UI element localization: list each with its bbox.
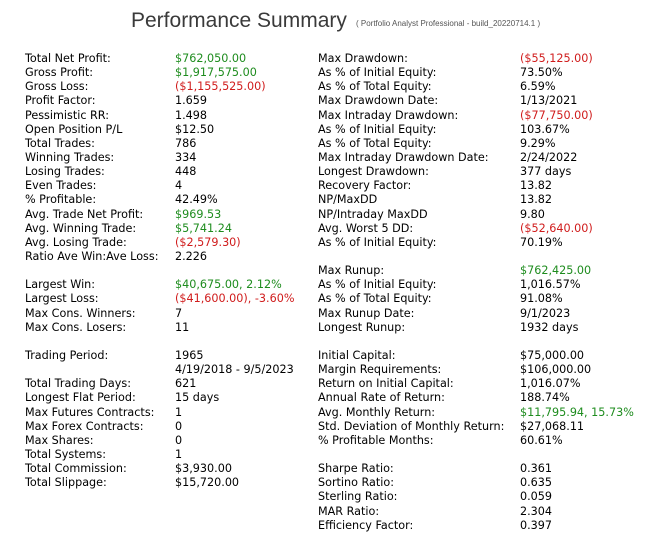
stat-row-pct-profitable-months bbox=[318, 434, 638, 448]
stat-row-gross-loss bbox=[25, 80, 315, 94]
stat-label: As % of Initial Equity: bbox=[318, 122, 437, 136]
stat-label: Std. Deviation of Monthly Return: bbox=[318, 419, 505, 433]
stat-label: Initial Capital: bbox=[318, 348, 396, 362]
stat-row-as-pct-of-total-equity bbox=[318, 80, 638, 94]
spacer-row bbox=[318, 335, 638, 349]
stat-value: ($1,155,525.00) bbox=[175, 80, 266, 94]
stat-value: $12.50 bbox=[175, 122, 215, 136]
page-title: Performance Summary bbox=[131, 9, 347, 32]
stat-value: 448 bbox=[175, 165, 197, 179]
stat-value: 1965 bbox=[175, 348, 204, 362]
stat-value: 70.19% bbox=[520, 235, 563, 249]
stat-value: 103.67% bbox=[520, 122, 570, 136]
stat-value: $40,675.00, 2.12% bbox=[175, 278, 282, 292]
stat-label: Margin Requirements: bbox=[318, 363, 442, 377]
stat-row-max-drawdown bbox=[318, 52, 638, 66]
stat-label: Winning Trades: bbox=[25, 150, 115, 164]
stat-value: 2.304 bbox=[520, 504, 553, 518]
stat-label: As % of Initial Equity: bbox=[318, 278, 437, 292]
stat-label: Losing Trades: bbox=[25, 165, 105, 179]
spacer-row bbox=[25, 264, 315, 278]
stat-label: Pessimistic RR: bbox=[25, 108, 110, 122]
stat-label: Total Commission: bbox=[25, 462, 127, 476]
stat-row-gross-profit bbox=[25, 66, 315, 80]
stat-label: As % of Total Equity: bbox=[318, 80, 432, 94]
stat-value: ($41,600.00), -3.60% bbox=[175, 292, 295, 306]
stat-label: Efficiency Factor: bbox=[318, 518, 414, 532]
stat-value: 9.80 bbox=[520, 207, 545, 221]
stat-label: Gross Profit: bbox=[25, 66, 94, 80]
stat-value: 188.74% bbox=[520, 391, 570, 405]
stat-label bbox=[318, 250, 520, 264]
stat-row-as-pct-of-initial-equity bbox=[318, 278, 638, 292]
stat-value: 334 bbox=[175, 150, 197, 164]
stat-row-longest-drawdown bbox=[318, 165, 638, 179]
stat-label: Longest Drawdown: bbox=[318, 165, 429, 179]
stat-row-pessimistic-rr bbox=[25, 109, 315, 123]
stat-row-losing-trades bbox=[25, 165, 315, 179]
stat-value: 621 bbox=[175, 377, 197, 391]
spacer-row bbox=[25, 335, 315, 349]
stat-value: $969.53 bbox=[175, 207, 222, 221]
stat-label: Return on Initial Capital: bbox=[318, 377, 454, 391]
spacer-row bbox=[318, 250, 638, 264]
stat-row-avg-losing-trade bbox=[25, 236, 315, 250]
stat-value: 1 bbox=[175, 447, 183, 461]
stat-row-total-trades bbox=[25, 137, 315, 151]
stat-label: Max Cons. Losers: bbox=[25, 320, 127, 334]
stat-label: Recovery Factor: bbox=[318, 179, 412, 193]
stat-row-total-trading-days bbox=[25, 377, 315, 391]
stat-value: 0 bbox=[175, 419, 183, 433]
stat-row-avg-trade-net-profit bbox=[25, 208, 315, 222]
stat-label: Max Runup Date: bbox=[318, 306, 415, 320]
stat-value: 60.61% bbox=[520, 433, 563, 447]
stat-value: 9/1/2023 bbox=[520, 306, 571, 320]
stat-value: 2.226 bbox=[175, 249, 208, 263]
stat-row-max-forex-contracts bbox=[25, 420, 315, 434]
stat-label: % Profitable Months: bbox=[318, 433, 434, 447]
stat-row-max-cons-winners bbox=[25, 307, 315, 321]
stat-value: 0.059 bbox=[520, 490, 553, 504]
stat-row-margin-requirements bbox=[318, 363, 638, 377]
stat-value: $1,917,575.00 bbox=[175, 66, 257, 80]
stat-value: 73.50% bbox=[520, 66, 563, 80]
stat-row-longest-runup bbox=[318, 321, 638, 335]
stat-label: Longest Flat Period: bbox=[25, 391, 136, 405]
stat-row-largest-win bbox=[25, 278, 315, 292]
stat-row-max-futures-contracts bbox=[25, 406, 315, 420]
stat-value: 4 bbox=[175, 179, 183, 193]
stat-value: 0.635 bbox=[520, 476, 553, 490]
stat-row-initial-capital bbox=[318, 349, 638, 363]
stat-row-recovery-factor bbox=[318, 179, 638, 193]
stat-value: 6.59% bbox=[520, 80, 556, 94]
stat-row-as-pct-of-total-equity bbox=[318, 137, 638, 151]
stat-row-profit-factor bbox=[25, 94, 315, 108]
stat-row-even-trades bbox=[25, 179, 315, 193]
stat-value: 2/24/2022 bbox=[520, 150, 578, 164]
stat-label: Total Systems: bbox=[25, 447, 106, 461]
stat-value: $762,050.00 bbox=[175, 52, 247, 65]
stat-row-as-pct-of-total-equity bbox=[318, 292, 638, 306]
stat-row-as-pct-of-initial-equity bbox=[318, 236, 638, 250]
stat-label: Avg. Losing Trade: bbox=[25, 235, 127, 249]
stat-label: Max Futures Contracts: bbox=[25, 405, 155, 419]
stat-label: As % of Total Equity: bbox=[318, 136, 432, 150]
stat-label: Trading Period: bbox=[25, 348, 109, 362]
stat-label: Sortino Ratio: bbox=[318, 476, 395, 490]
stat-label: Annual Rate of Return: bbox=[318, 391, 445, 405]
stat-value: ($77,750.00) bbox=[520, 108, 593, 122]
stat-row-sortino-ratio bbox=[318, 476, 638, 490]
stat-label: Avg. Worst 5 DD: bbox=[318, 221, 414, 235]
stat-label: Max Drawdown Date: bbox=[318, 94, 439, 108]
stat-row-efficiency-factor bbox=[318, 519, 638, 533]
stat-value: $762,425.00 bbox=[520, 264, 592, 278]
stat-row-longest-flat-period bbox=[25, 391, 315, 405]
stat-row-annual-rate-of-return bbox=[318, 391, 638, 405]
stat-label: Avg. Winning Trade: bbox=[25, 221, 137, 235]
stat-label: Open Position P/L bbox=[25, 122, 123, 136]
stat-value: 1,016.57% bbox=[520, 278, 581, 292]
stat-value: ($2,579.30) bbox=[175, 235, 241, 249]
stat-label: Max Shares: bbox=[25, 433, 94, 447]
stat-label: Sharpe Ratio: bbox=[318, 462, 394, 476]
stat-row-trading-period bbox=[25, 349, 315, 363]
stat-row-std-deviation-of-monthly-return bbox=[318, 420, 638, 434]
stat-value: $11,795.94, 15.73% bbox=[520, 405, 634, 419]
stat-row-mar-ratio bbox=[318, 505, 638, 519]
stat-value: 0 bbox=[175, 433, 183, 447]
stat-value: 1,016.07% bbox=[520, 377, 581, 391]
stat-value: 377 days bbox=[520, 165, 572, 179]
stat-value: ($55,125.00) bbox=[520, 52, 593, 65]
stat-label bbox=[25, 335, 175, 349]
stat-row-max-shares bbox=[25, 434, 315, 448]
stat-row-as-pct-of-initial-equity bbox=[318, 66, 638, 80]
stat-value: $15,720.00 bbox=[175, 476, 240, 490]
stat-label: Longest Runup: bbox=[318, 320, 406, 334]
stat-label: Profit Factor: bbox=[25, 94, 96, 108]
stat-label: As % of Initial Equity: bbox=[318, 235, 437, 249]
stat-label: Gross Loss: bbox=[25, 80, 89, 94]
stat-row-total-net-profit bbox=[25, 52, 315, 66]
stat-label bbox=[318, 448, 520, 462]
stat-row-max-intraday-drawdown-date bbox=[318, 151, 638, 165]
stat-label: % Profitable: bbox=[25, 193, 97, 207]
stat-row-largest-loss bbox=[25, 292, 315, 306]
stat-value: $3,930.00 bbox=[175, 462, 232, 476]
left-stats-column bbox=[25, 52, 315, 490]
stat-row-np-intraday-maxdd bbox=[318, 208, 638, 222]
stat-label: Largest Win: bbox=[25, 278, 96, 292]
stat-label: Total Trades: bbox=[25, 136, 95, 150]
stat-value: 9.29% bbox=[520, 136, 556, 150]
stat-value: 1932 days bbox=[520, 320, 579, 334]
stat-row-max-intraday-drawdown bbox=[318, 109, 638, 123]
stat-row-sharpe-ratio bbox=[318, 462, 638, 476]
stat-row-total-systems bbox=[25, 448, 315, 462]
stat-row-ratio-ave-win-ave-loss bbox=[25, 250, 315, 264]
stat-value: $75,000.00 bbox=[520, 348, 585, 362]
stat-value: 13.82 bbox=[520, 193, 553, 207]
stat-label: Even Trades: bbox=[25, 179, 97, 193]
stat-row-max-runup bbox=[318, 264, 638, 278]
stat-value: 1.498 bbox=[175, 108, 208, 122]
stat-label: Avg. Trade Net Profit: bbox=[25, 207, 144, 221]
stat-value: ($52,640.00) bbox=[520, 221, 593, 235]
right-stats-column bbox=[318, 52, 638, 533]
stat-row-max-drawdown-date bbox=[318, 94, 638, 108]
stat-label: As % of Total Equity: bbox=[318, 292, 432, 306]
stat-label: Max Intraday Drawdown: bbox=[318, 108, 459, 122]
stat-label: Avg. Monthly Return: bbox=[318, 405, 436, 419]
stat-label: Max Intraday Drawdown Date: bbox=[318, 150, 489, 164]
stat-row-return-on-initial-capital bbox=[318, 377, 638, 391]
build-subtitle: ( Portfolio Analyst Professional - build_20220714.1 ) bbox=[356, 19, 541, 28]
stat-row-np-maxdd bbox=[318, 193, 638, 207]
stat-label: Total Slippage: bbox=[25, 476, 107, 490]
stat-value: 7 bbox=[175, 306, 183, 320]
stat-row-avg-winning-trade bbox=[25, 222, 315, 236]
stat-row-open-position-p-l bbox=[25, 123, 315, 137]
stat-value: 13.82 bbox=[520, 179, 553, 193]
stat-label: NP/MaxDD bbox=[318, 193, 378, 207]
stat-value: $5,741.24 bbox=[175, 221, 232, 235]
stat-label: Largest Loss: bbox=[25, 292, 99, 306]
stat-label bbox=[318, 335, 520, 349]
stat-value: $106,000.00 bbox=[520, 363, 592, 377]
stat-label: Max Drawdown: bbox=[318, 52, 408, 65]
stat-row-as-pct-of-initial-equity bbox=[318, 123, 638, 137]
stat-row-total-slippage bbox=[25, 476, 315, 490]
stat-value: 11 bbox=[175, 320, 190, 334]
stat-row-pct-profitable bbox=[25, 193, 315, 207]
stat-value: 0.361 bbox=[520, 462, 553, 476]
stat-label: As % of Initial Equity: bbox=[318, 66, 437, 80]
stat-row-avg-monthly-return bbox=[318, 406, 638, 420]
stat-value: 4/19/2018 - 9/5/2023 bbox=[175, 363, 294, 377]
stat-label: Max Runup: bbox=[318, 264, 385, 278]
stat-label: Max Forex Contracts: bbox=[25, 419, 144, 433]
stat-label: Total Net Profit: bbox=[25, 52, 111, 65]
stat-label: Max Cons. Winners: bbox=[25, 306, 136, 320]
stat-row-winning-trades bbox=[25, 151, 315, 165]
stat-value: 0.397 bbox=[520, 518, 553, 532]
stat-row-avg-worst-5-dd bbox=[318, 222, 638, 236]
stat-value: $27,068.11 bbox=[520, 419, 585, 433]
stat-label: Ratio Ave Win:Ave Loss: bbox=[25, 249, 159, 263]
stat-label: MAR Ratio: bbox=[318, 504, 380, 518]
stat-row-max-runup-date bbox=[318, 307, 638, 321]
stat-value: 1/13/2021 bbox=[520, 94, 578, 108]
stat-value: 15 days bbox=[175, 391, 220, 405]
spacer-row bbox=[318, 448, 638, 462]
stat-row-continuation bbox=[25, 363, 315, 377]
stat-label bbox=[25, 264, 175, 278]
stat-value: 42.49% bbox=[175, 193, 218, 207]
stat-value: 1 bbox=[175, 405, 183, 419]
stat-row-sterling-ratio bbox=[318, 490, 638, 504]
stat-row-total-commission bbox=[25, 462, 315, 476]
stat-label: Total Trading Days: bbox=[25, 377, 131, 391]
stat-row-max-cons-losers bbox=[25, 321, 315, 335]
stat-label: Sterling Ratio: bbox=[318, 490, 398, 504]
stat-value: 91.08% bbox=[520, 292, 563, 306]
stat-label: NP/Intraday MaxDD bbox=[318, 207, 428, 221]
stat-value: 786 bbox=[175, 136, 197, 150]
stat-value: 1.659 bbox=[175, 94, 208, 108]
stat-label bbox=[25, 363, 175, 377]
